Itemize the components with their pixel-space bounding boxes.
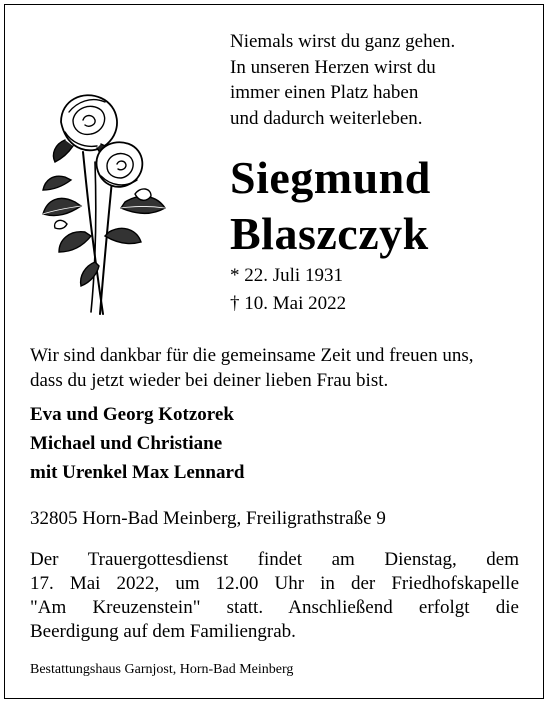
family-member: Eva und Georg Kotzorek	[30, 404, 234, 425]
birth-date: * 22. Juli 1931	[230, 265, 343, 286]
service-line: Beerdigung auf dem Familiengrab.	[30, 621, 296, 642]
service-line: 17. Mai 2022, um 12.00 Uhr in der Friedhofskapelle	[30, 573, 519, 594]
service-line: Der Trauergottesdienst findet am Dienstag, dem	[30, 549, 519, 570]
poem-line: immer einen Platz haben	[230, 82, 419, 103]
poem	[230, 29, 455, 131]
funeral-home: Bestattungshaus Garnjost, Horn-Bad Meinberg	[30, 662, 294, 677]
deceased-name	[230, 150, 431, 262]
address: 32805 Horn-Bad Meinberg, Freiligrathstraße 9	[30, 508, 386, 529]
thanks-text	[30, 343, 522, 393]
family-member: Michael und Christiane	[30, 433, 223, 454]
thanks-line: dass du jetzt wieder bei deiner lieben Frau bist.	[30, 370, 389, 391]
poem-line: Niemals wirst du ganz gehen.	[230, 31, 456, 52]
poem-line: In unseren Herzen wirst du	[230, 56, 436, 78]
deceased-first-name: Siegmund	[230, 152, 431, 203]
rose-illustration-icon	[25, 82, 185, 322]
life-dates	[230, 262, 346, 318]
family-member: mit Urenkel Max Lennard	[30, 462, 245, 483]
poem-line: und dadurch weiterleben.	[230, 107, 423, 129]
family-list	[30, 400, 244, 487]
death-date: † 10. Mai 2022	[230, 293, 347, 314]
service-line: "Am Kreuzenstein" statt. Anschließend erfolgt die	[30, 597, 519, 618]
deceased-last-name: Blaszczyk	[230, 208, 429, 259]
thanks-line: Wir sind dankbar für die gemeinsame Zeit und freuen uns,	[30, 345, 474, 366]
service-info	[30, 548, 519, 644]
